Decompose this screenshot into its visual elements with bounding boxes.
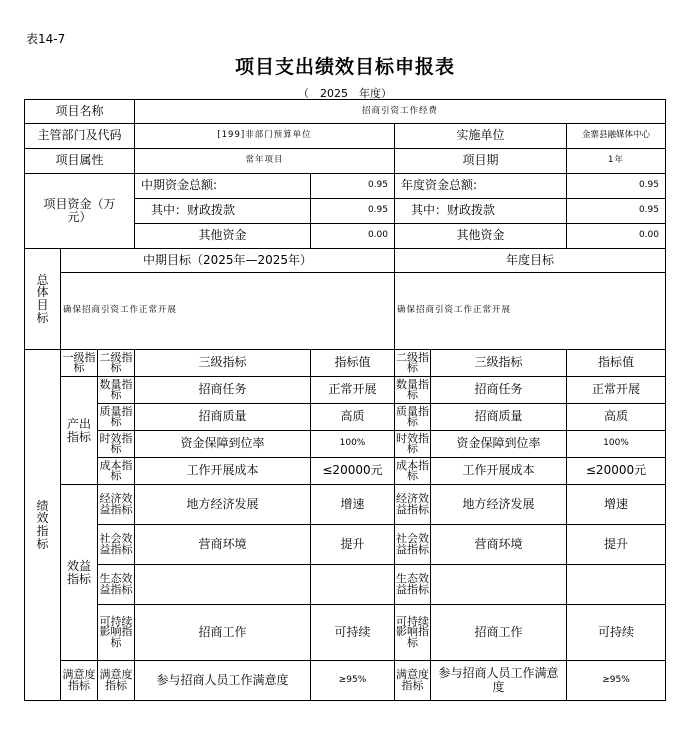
timeliness-indicator-label: 时效指标	[98, 431, 135, 458]
quantity-indicator-label: 数量指标	[98, 377, 135, 404]
annual-sustainable-indicator-value: 可持续	[567, 605, 666, 661]
annual-ecological-indicator-name	[431, 565, 567, 605]
annual-total-label: 年度资金总额:	[395, 174, 567, 199]
ecological-indicator-label: 生态效益指标	[98, 565, 135, 605]
level3-header: 三级指标	[135, 350, 311, 377]
annual-social-indicator-name: 营商环境	[431, 525, 567, 565]
annual-sustainable-indicator-label: 可持续影响指标	[395, 605, 431, 661]
department-label: 主管部门及代码	[25, 124, 135, 149]
annual-ecological-indicator-label: 生态效益指标	[395, 565, 431, 605]
annual-quality-indicator-label: 质量指标	[395, 404, 431, 431]
satisfaction-indicator-value: ≥95%	[311, 661, 395, 701]
sustainable-indicator-value: 可持续	[311, 605, 395, 661]
impl-unit-value: 金寨县融媒体中心	[567, 124, 666, 149]
annual-total-value: 0.95	[567, 174, 666, 199]
quantity-indicator-name: 招商任务	[135, 377, 311, 404]
level1-header: 一级指标	[61, 350, 98, 377]
social-indicator-label: 社会效益指标	[98, 525, 135, 565]
performance-table	[24, 99, 666, 701]
project-period-value: 1年	[567, 149, 666, 174]
midterm-target-value: 确保招商引资工作正常开展	[61, 273, 395, 350]
cost-indicator-label: 成本指标	[98, 458, 135, 485]
social-indicator-value: 提升	[311, 525, 395, 565]
annual-sustainable-indicator-name: 招商工作	[431, 605, 567, 661]
impl-unit-label: 实施单位	[395, 124, 567, 149]
annual-other-value: 0.00	[567, 224, 666, 249]
cost-indicator-name: 工作开展成本	[135, 458, 311, 485]
annual-value-header: 指标值	[567, 350, 666, 377]
value-header: 指标值	[311, 350, 395, 377]
annual-ecological-indicator-value	[567, 565, 666, 605]
project-name-label: 项目名称	[25, 100, 135, 124]
economic-indicator-name: 地方经济发展	[135, 485, 311, 525]
timeliness-indicator-value: 100%	[311, 431, 395, 458]
annual-timeliness-indicator-value: 100%	[567, 431, 666, 458]
midterm-other-label: 其他资金	[135, 224, 311, 249]
output-indicator-label: 产出指标	[61, 377, 98, 485]
ecological-indicator-value	[311, 565, 395, 605]
annual-timeliness-indicator-label: 时效指标	[395, 431, 431, 458]
overall-target-label: 总体目标	[25, 249, 61, 350]
annual-quantity-indicator-name: 招商任务	[431, 377, 567, 404]
annual-cost-indicator-value: ≤20000元	[567, 458, 666, 485]
annual-fiscal-value: 0.95	[567, 199, 666, 224]
year-line: （ 2025 年度）	[298, 87, 392, 100]
document-number: 表14-7	[26, 32, 66, 46]
effect-indicator-label: 效益指标	[61, 485, 98, 661]
annual-satisfaction-indicator-label: 满意度指标	[395, 661, 431, 701]
level2-header: 二级指标	[98, 350, 135, 377]
annual-quality-indicator-name: 招商质量	[431, 404, 567, 431]
annual-satisfaction-indicator-value: ≥95%	[567, 661, 666, 701]
satisfaction-indicator-label: 满意度指标	[61, 661, 98, 701]
satisfaction-sub-indicator-label: 满意度指标	[98, 661, 135, 701]
annual-economic-indicator-label: 经济效益指标	[395, 485, 431, 525]
sustainable-indicator-name: 招商工作	[135, 605, 311, 661]
project-attr-label: 项目属性	[25, 149, 135, 174]
ecological-indicator-name	[135, 565, 311, 605]
annual-quality-indicator-value: 高质	[567, 404, 666, 431]
economic-indicator-value: 增速	[311, 485, 395, 525]
economic-indicator-label: 经济效益指标	[98, 485, 135, 525]
midterm-fiscal-label: 其中：财政拨款	[135, 199, 311, 224]
quality-indicator-value: 高质	[311, 404, 395, 431]
annual-quantity-indicator-label: 数量指标	[395, 377, 431, 404]
page-title: 项目支出绩效目标申报表	[234, 56, 455, 78]
annual-quantity-indicator-value: 正常开展	[567, 377, 666, 404]
department-value: [199]非部门预算单位	[135, 124, 395, 149]
project-name-value: 招商引资工作经费	[135, 100, 666, 124]
annual-level2-header: 二级指标	[395, 350, 431, 377]
social-indicator-name: 营商环境	[135, 525, 311, 565]
annual-economic-indicator-name: 地方经济发展	[431, 485, 567, 525]
funds-label: 项目资金（万元）	[25, 174, 135, 249]
satisfaction-indicator-name: 参与招商人员工作满意度	[135, 661, 311, 701]
annual-timeliness-indicator-name: 资金保障到位率	[431, 431, 567, 458]
annual-level3-header: 三级指标	[431, 350, 567, 377]
annual-social-indicator-label: 社会效益指标	[395, 525, 431, 565]
annual-fiscal-label: 其中：财政拨款	[395, 199, 567, 224]
annual-economic-indicator-value: 增速	[567, 485, 666, 525]
quantity-indicator-value: 正常开展	[311, 377, 395, 404]
annual-social-indicator-value: 提升	[567, 525, 666, 565]
quality-indicator-name: 招商质量	[135, 404, 311, 431]
annual-satisfaction-indicator-name: 参与招商人员工作满意度	[431, 661, 567, 701]
sustainable-indicator-label: 可持续影响指标	[98, 605, 135, 661]
midterm-target-label: 中期目标（2025年—2025年）	[61, 249, 395, 273]
quality-indicator-label: 质量指标	[98, 404, 135, 431]
midterm-other-value: 0.00	[311, 224, 395, 249]
annual-target-label: 年度目标	[395, 249, 666, 273]
annual-cost-indicator-name: 工作开展成本	[431, 458, 567, 485]
project-attr-value: 常年项目	[135, 149, 395, 174]
performance-label: 绩效指标	[25, 350, 61, 701]
midterm-total-value: 0.95	[311, 174, 395, 199]
project-period-label: 项目期	[395, 149, 567, 174]
annual-target-value: 确保招商引资工作正常开展	[395, 273, 666, 350]
midterm-fiscal-value: 0.95	[311, 199, 395, 224]
timeliness-indicator-name: 资金保障到位率	[135, 431, 311, 458]
annual-other-label: 其他资金	[395, 224, 567, 249]
midterm-total-label: 中期资金总额:	[135, 174, 311, 199]
cost-indicator-value: ≤20000元	[311, 458, 395, 485]
annual-cost-indicator-label: 成本指标	[395, 458, 431, 485]
